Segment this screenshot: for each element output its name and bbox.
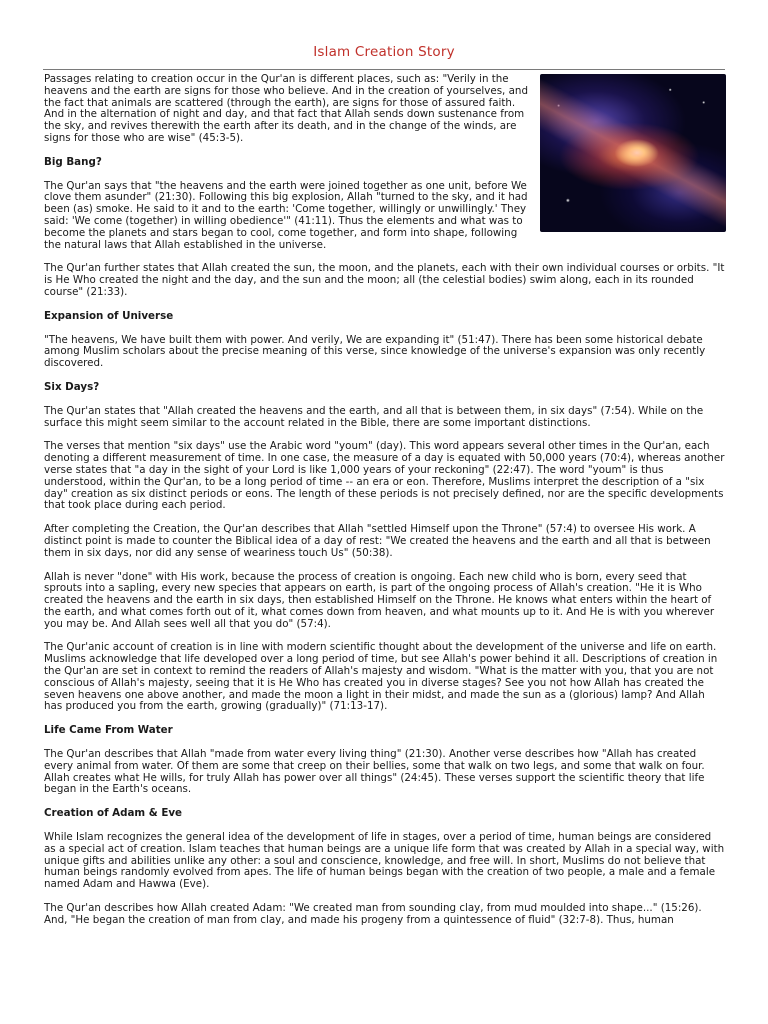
galaxy-image bbox=[540, 74, 726, 232]
paragraph-ongoing: Allah is never "done" with His work, because the process of creation is ongoing. Each new child who is born, every seed that sprouts into a sapling, every new species that appears on earth, is part of the ongoing process of Allah's creation. "He it is Who created the heavens and the earth in six days, then established Himself on the Throne. He knows what enters within the heart of the earth, and what comes forth out of it, what comes down from heaven, and what mounts up to it. And He is with you wherever you may be. And Allah sees well all that you do" (57:4). bbox=[44, 570, 715, 630]
paragraph-throne: After completing the Creation, the Qur'an describes that Allah "settled Himself upon the Throne" (57:4) to oversee His work. A distinct point is made to counter the Biblical idea of a day of rest: "We created the heavens and the earth and all that is between them in six days, nor did any sense of weariness touch Us" (50:38). bbox=[44, 523, 711, 559]
heading-water: Life Came From Water bbox=[44, 724, 173, 737]
paragraph-intro: Passages relating to creation occur in the Qur'an is different places, such as: "Verily in the heavens and the earth are signs for those who believe. And in the creation of yourselves, and the fact that animals are scattered (through the earth), are signs for those of assured faith. And in the alternation of night and day, and that fact that Allah sends down sustenance from the sky, and revives therewith the earth after its death, and in the change of the winds, are signs for those who are wise" (45:3-5). bbox=[44, 73, 528, 144]
heading-big-bang: Big Bang? bbox=[44, 155, 102, 168]
paragraph-six-days: The Qur'an states that "Allah created the heavens and the earth, and all that is between them, in six days" (7:54). While on the surface this might seem similar to the account related in the Bible, there are some important distinctions. bbox=[44, 404, 704, 429]
paragraph-adam-eve: While Islam recognizes the general idea of the development of life in stages, over a period of time, human beings are considered as a special act of creation. Islam teaches that human beings are a unique life form that was created by Allah in a special way, with unique gifts and abilities unlike any other: a soul and conscience, knowledge, and free will. In short, Muslims do not believe that human beings randomly evolved from apes. The life of human beings began with the creation of two people, a male and a female named Adam and Hawwa (Eve). bbox=[44, 831, 725, 891]
title-divider bbox=[43, 69, 725, 70]
page-title: Islam Creation Story bbox=[313, 44, 455, 60]
heading-expansion: Expansion of Universe bbox=[44, 309, 174, 322]
paragraph-scientific: The Qur'anic account of creation is in line with modern scientific thought about the development of the universe and life on earth. Muslims acknowledge that life developed over a long period of time, but see Allah's power behind it all. Descriptions of creation in the Qur'an are set in context to remind the readers of Allah's majesty and wisdom. "What is the matter with you, that you are not conscious of Allah's majesty, seeing that it is He Who has created you in diverse stages? See you not how Allah has created the seven heavens one above another, and made the moon a light in their midst, and made the sun as a (glorious) lamp? And Allah has produced you from the earth, growing (gradually)" (71:13-17). bbox=[44, 641, 718, 713]
paragraph-expansion: "The heavens, We have built them with power. And verily, We are expanding it" (51:47). There has been some historical debate among Muslim scholars about the precise meaning of this verse, since knowledge of the universe's expansion was only recently discovered. bbox=[44, 333, 706, 370]
paragraph-big-bang: The Qur'an says that "the heavens and the earth were joined together as one unit, before We clove them asunder" (21:30). Following this big explosion, Allah "turned to the sky, and it had been (as) smoke. He said to it and to the earth: 'Come together, willingly or unwillingly.' They said: 'We come (together) in willing obedience'" (41:11). Thus the elements and what was to become the planets and stars began to cool, come together, and form into shape, following the natural laws that Allah established in the universe. bbox=[44, 179, 528, 251]
heading-six-days: Six Days? bbox=[44, 380, 100, 393]
paragraph-clay: The Qur'an describes how Allah created Adam: "We created man from sounding clay, from mud moulded into shape..." (15:26). And, "He began the creation of man from clay, and made his progeny from a quintessence of fluid" (32:7-8). Thus, human bbox=[44, 902, 702, 926]
paragraph-water: The Qur'an describes that Allah "made from water every living thing" (21:30). Another verse describes how "Allah has created every animal from water. Of them are some that creep on their bellies, some that walk on two legs, and some that walk on four. Allah creates what He wills, for truly Allah has power over all things" (24:45). These verses support the scientific theory that life began in the Earth's oceans. bbox=[44, 748, 705, 796]
paragraph-orbits: The Qur'an further states that Allah created the sun, the moon, and the planets, each with their own individual courses or orbits. "It is He Who created the night and the day, and the sun and the moon; all (the celestial bodies) swim along, each in its rounded course" (21:33). bbox=[44, 262, 725, 298]
article-body bbox=[44, 74, 726, 939]
paragraph-youm: The verses that mention "six days" use the Arabic word "youm" (day). This word appears several other times in the Qur'an, each denoting a different measurement of time. In one case, the measure of a day is equated with 50,000 years (70:4), whereas another verse states that "a day in the sight of your Lord is like 1,000 years of your reckoning" (22:47). The word "youm" is thus understood, within the Qur'an, to be a long period of time -- an era or eon. Therefore, Muslims interpret the description of a "six day" creation as six distinct periods or eons. The length of these periods is not precisely defined, nor are the specific developments that took place during each period. bbox=[44, 440, 725, 512]
heading-adam-eve: Creation of Adam & Eve bbox=[44, 807, 183, 820]
